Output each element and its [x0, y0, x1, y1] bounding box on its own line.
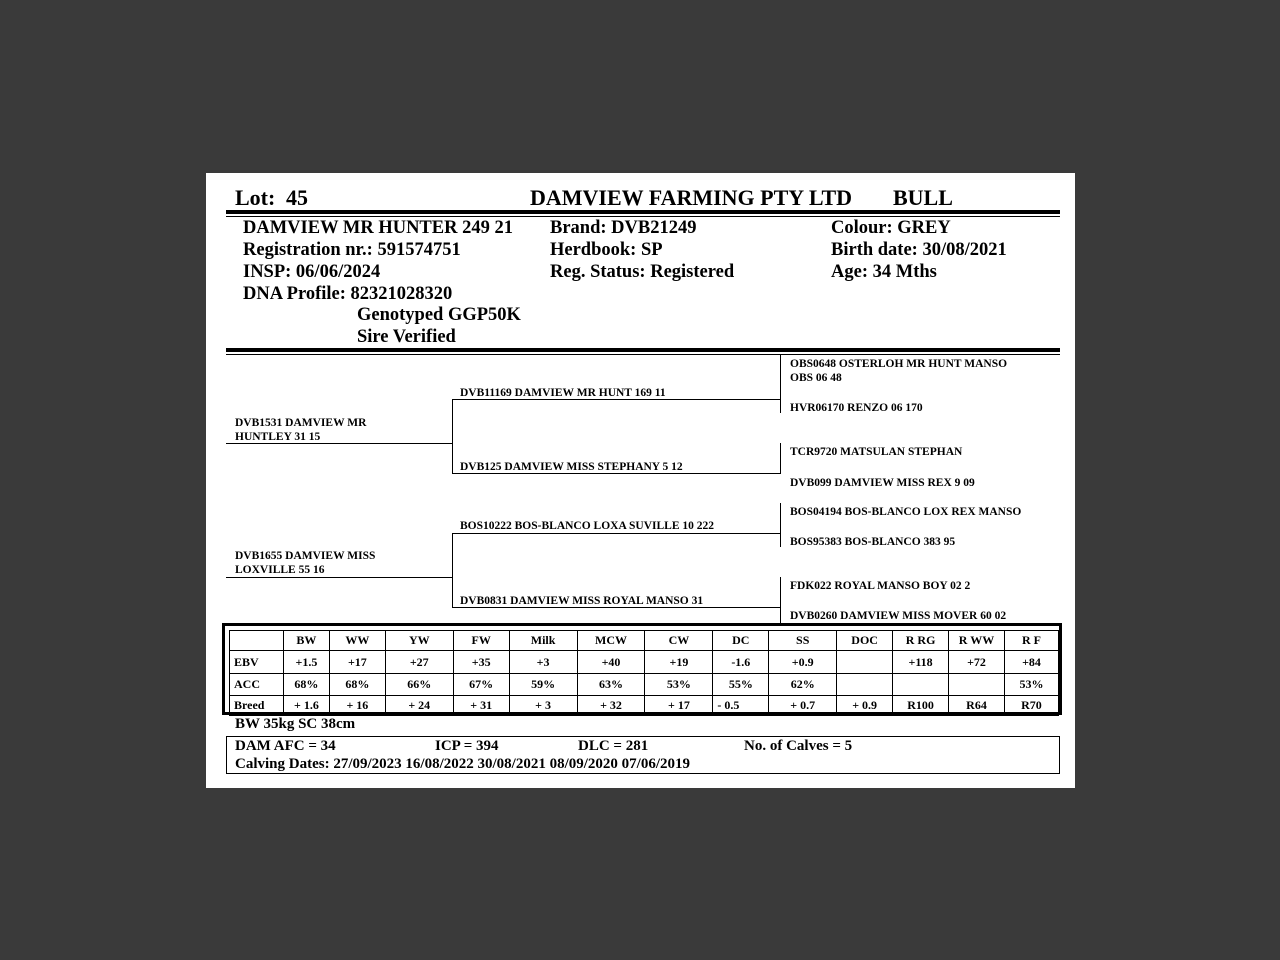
- ebv-table-frame: [222, 623, 1062, 715]
- sire-dam-name: DVB125 DAMVIEW MISS STEPHANY 5 12: [460, 461, 683, 473]
- sire-dam-dam-name: DVB099 DAMVIEW MISS REX 9 09: [790, 477, 975, 489]
- table-cell: -1.6: [713, 651, 769, 674]
- dam-sire-branch: [780, 503, 781, 547]
- sire-verified: Sire Verified: [357, 327, 456, 347]
- header-rule-thick: [226, 210, 1060, 214]
- ebv-table: [229, 630, 1059, 716]
- table-header: R RG: [893, 631, 949, 651]
- table-cell: +118: [893, 651, 949, 674]
- table-row: [230, 651, 1059, 674]
- dam-dam-sire-name: FDK022 ROYAL MANSO BOY 02 2: [790, 580, 971, 592]
- insp-date: INSP: 06/06/2024: [243, 262, 381, 282]
- table-cell: +84: [1004, 651, 1058, 674]
- table-cell: + 16: [329, 696, 385, 716]
- table-cell: + 31: [453, 696, 509, 716]
- table-cell: +35: [453, 651, 509, 674]
- dam-branch: [452, 533, 453, 607]
- table-cell: 66%: [385, 674, 453, 696]
- dam-line: [226, 577, 452, 578]
- table-cell: + 3: [509, 696, 577, 716]
- sire-sire-branch: [780, 355, 781, 413]
- dam-dam-dam-name: DVB0260 DAMVIEW MISS MOVER 60 02: [790, 610, 1007, 622]
- dam-sire-dam-name: BOS95383 BOS-BLANCO 383 95: [790, 536, 956, 548]
- table-row: [230, 696, 1059, 716]
- table-cell: +27: [385, 651, 453, 674]
- dam-sire-line: [452, 533, 780, 534]
- table-cell: R100: [893, 696, 949, 716]
- age: Age: 34 Mths: [831, 262, 937, 282]
- dna-profile: DNA Profile: 82321028320: [243, 284, 453, 304]
- table-cell: +72: [949, 651, 1005, 674]
- table-cell: R64: [949, 696, 1005, 716]
- table-header: BW: [283, 631, 329, 651]
- table-header: WW: [329, 631, 385, 651]
- table-cell: 59%: [509, 674, 577, 696]
- table-cell: + 32: [577, 696, 645, 716]
- table-cell: +17: [329, 651, 385, 674]
- table-cell: + 0.9: [837, 696, 893, 716]
- table-cell: 68%: [329, 674, 385, 696]
- table-cell: ACC: [230, 674, 284, 696]
- ebv-header-row: [230, 631, 1059, 651]
- dam-calves-count: No. of Calves = 5: [744, 738, 853, 754]
- sire-sire-name: DVB11169 DAMVIEW MR HUNT 169 11: [460, 387, 666, 399]
- sale-catalogue-card: [206, 173, 1075, 788]
- table-row: [230, 674, 1059, 696]
- table-cell: +0.9: [769, 651, 837, 674]
- table-header: [230, 631, 284, 651]
- info-rule-thick: [226, 348, 1060, 352]
- dam-sire-sire-name: BOS04194 BOS-BLANCO LOX REX MANSO: [790, 506, 1022, 518]
- dam-dam-name: DVB0831 DAMVIEW MISS ROYAL MANSO 31: [460, 595, 704, 607]
- sire-sire-sire-name: OBS0648 OSTERLOH MR HUNT MANSO OBS 06 48: [790, 358, 1008, 384]
- table-header: YW: [385, 631, 453, 651]
- table-header: FW: [453, 631, 509, 651]
- table-header: DOC: [837, 631, 893, 651]
- table-cell: +1.5: [283, 651, 329, 674]
- table-cell: [837, 674, 893, 696]
- table-header: DC: [713, 631, 769, 651]
- dam-stats-box: [226, 736, 1060, 774]
- colour: Colour: GREY: [831, 218, 951, 238]
- birth-date: Birth date: 30/08/2021: [831, 240, 1007, 260]
- table-cell: EBV: [230, 651, 284, 674]
- table-cell: 55%: [713, 674, 769, 696]
- table-cell: + 1.6: [283, 696, 329, 716]
- table-cell: + 0.7: [769, 696, 837, 716]
- lot-label: Lot:: [235, 185, 276, 210]
- table-cell: Breed: [230, 696, 284, 716]
- animal-sex: BULL: [893, 185, 953, 210]
- table-cell: [837, 651, 893, 674]
- table-cell: + 24: [385, 696, 453, 716]
- animal-name: DAMVIEW MR HUNTER 249 21: [243, 218, 513, 238]
- table-header: MCW: [577, 631, 645, 651]
- table-cell: 67%: [453, 674, 509, 696]
- table-header: R F: [1004, 631, 1058, 651]
- table-cell: +40: [577, 651, 645, 674]
- info-rule-thin: [226, 354, 1060, 355]
- table-cell: +3: [509, 651, 577, 674]
- dam-afc: DAM AFC = 34: [235, 738, 336, 754]
- table-cell: 68%: [283, 674, 329, 696]
- sire-sire-dam-name: HVR06170 RENZO 06 170: [790, 402, 923, 414]
- table-header: CW: [645, 631, 713, 651]
- registration-number: Registration nr.: 591574751: [243, 240, 461, 260]
- sire-branch: [452, 399, 453, 473]
- table-cell: 53%: [1004, 674, 1058, 696]
- sire-dam-branch: [780, 443, 781, 474]
- calving-dates: Calving Dates: 27/09/2023 16/08/2022 30/08/2021 08/09/2020 07/06/2019: [235, 756, 691, 772]
- sire-name: DVB1531 DAMVIEW MR HUNTLEY 31 15: [235, 417, 367, 443]
- table-header: Milk: [509, 631, 577, 651]
- table-cell: + 17: [645, 696, 713, 716]
- dam-icp: ICP = 394: [435, 738, 499, 754]
- table-header: R WW: [949, 631, 1005, 651]
- lot-number: 45: [286, 185, 308, 210]
- table-cell: 62%: [769, 674, 837, 696]
- herdbook: Herdbook: SP: [550, 240, 663, 260]
- brand: Brand: DVB21249: [550, 218, 697, 238]
- reg-status: Reg. Status: Registered: [550, 262, 735, 282]
- dam-dam-branch: [780, 577, 781, 623]
- table-cell: - 0.5: [713, 696, 769, 716]
- header-rule-thin: [226, 216, 1060, 217]
- table-cell: +19: [645, 651, 713, 674]
- table-cell: [893, 674, 949, 696]
- table-cell: [949, 674, 1005, 696]
- table-cell: 53%: [645, 674, 713, 696]
- table-cell: R70: [1004, 696, 1058, 716]
- dam-name: DVB1655 DAMVIEW MISS LOXVILLE 55 16: [235, 550, 376, 576]
- genotyped: Genotyped GGP50K: [357, 305, 521, 325]
- table-cell: 63%: [577, 674, 645, 696]
- dam-sire-name: BOS10222 BOS-BLANCO LOXA SUVILLE 10 222: [460, 520, 715, 532]
- dam-dlc: DLC = 281: [578, 738, 649, 754]
- company-name: DAMVIEW FARMING PTY LTD: [530, 185, 853, 210]
- table-header: SS: [769, 631, 837, 651]
- sire-dam-sire-name: TCR9720 MATSULAN STEPHAN: [790, 446, 963, 458]
- measurements: BW 35kg SC 38cm: [235, 716, 356, 732]
